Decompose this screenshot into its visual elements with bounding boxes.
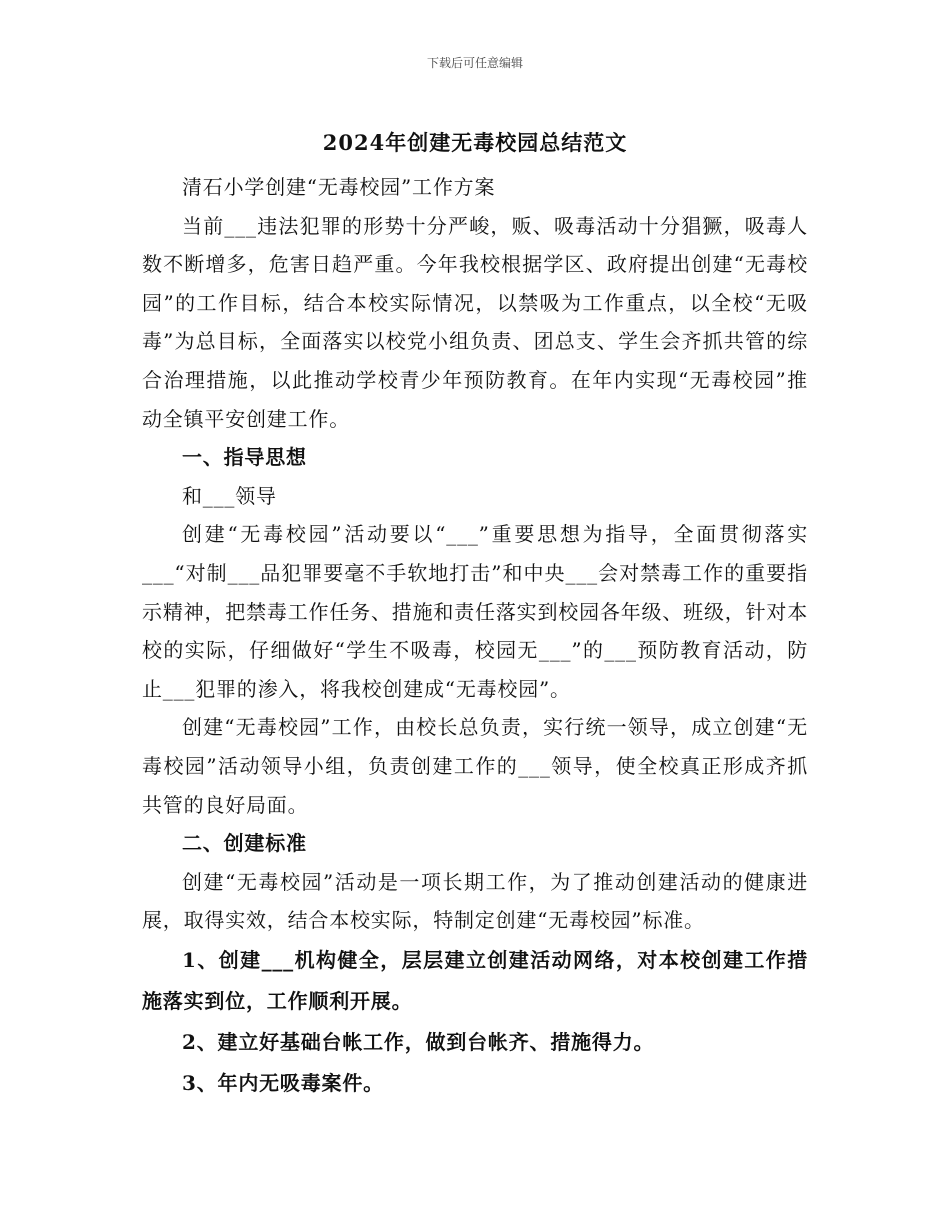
- section-heading: 二、创建标准: [182, 831, 307, 856]
- paragraph: 和___领导: [182, 483, 277, 508]
- document-title: 2024年创建无毒校园总结范文: [322, 130, 628, 155]
- header-note: 下载后可任意编辑: [426, 56, 523, 70]
- standard-item: 1、创建___机构健全，层层建立创建活动网络，对本校创建工作措施落实到位，工作顺利开展。: [142, 947, 808, 1013]
- standard-item: 2、建立好基础台帐工作，做到台帐齐、措施得力。: [182, 1029, 655, 1054]
- paragraph: 创建“无毒校园”活动要以“___”重要思想为指导，全面贯彻落实___“对制___品犯罪要毫不手软地打击”和中央___会对禁毒工作的重要指示精神，把禁毒工作任务、措施和责任落实到校园各年级、班级，针对本校的实际，仔细做好“学生不吸毒，校园无___”的___预防教育活动，防止___犯罪的渗入，将我校创建成“无毒校园”。: [142, 522, 808, 701]
- paragraph: 创建“无毒校园”活动是一项长期工作，为了推动创建活动的健康进展，取得实效，结合本校实际，特制定创建“无毒校园”标准。: [142, 869, 808, 933]
- document-body: [142, 168, 808, 1104]
- standard-item: 3、年内无吸毒案件。: [182, 1070, 384, 1095]
- paragraph-subtitle: 清石小学创建“无毒校园”工作方案: [182, 175, 496, 199]
- section-heading: 一、指导思想: [182, 445, 307, 470]
- paragraph: 当前___违法犯罪的形势十分严峻，贩、吸毒活动十分猖獗，吸毒人数不断增多，危害日趋严重。今年我校根据学区、政府提出创建“无毒校园”的工作目标，结合本校实际情况，以禁吸为工作重点，以全校“无吸毒”为总目标，全面落实以校党小组负责、团总支、学生会齐抓共管的综合治理措施，以此推动学校青少年预防教育。在年内实现“无毒校园”推动全镇平安创建工作。: [142, 213, 808, 431]
- paragraph: 创建“无毒校园”工作，由校长总负责，实行统一领导，成立创建“无毒校园”活动领导小组，负责创建工作的___领导，使全校真正形成齐抓共管的良好局面。: [142, 715, 808, 817]
